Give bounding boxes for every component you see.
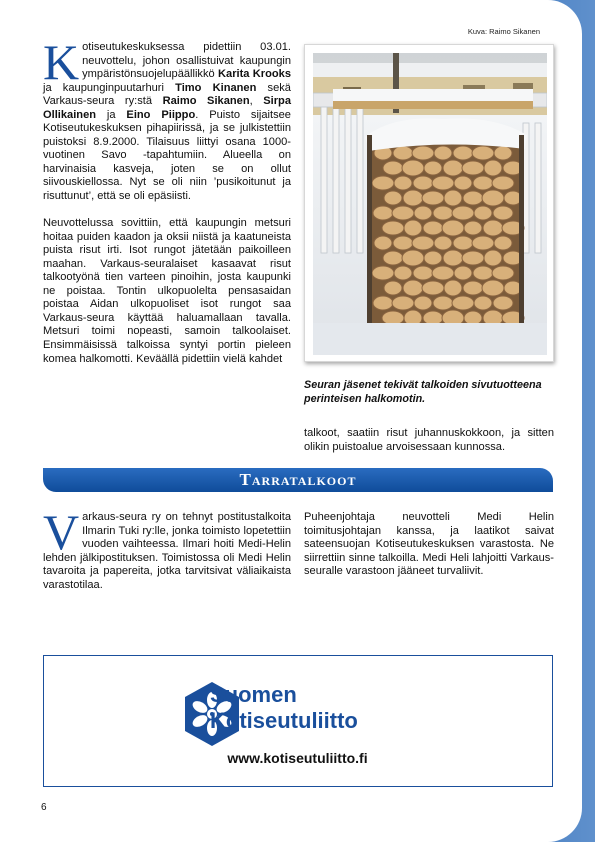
person-name: Sirpa Ollikainen (43, 95, 291, 121)
log-end (464, 221, 482, 235)
log-end (414, 296, 432, 310)
log-end (424, 251, 442, 265)
article1-left-column (43, 34, 291, 366)
log-end (423, 311, 443, 325)
article1-paragraph-1-text (43, 34, 291, 203)
log-end (493, 296, 513, 310)
log-end (492, 266, 514, 280)
logo-line-2: Kotiseutuliitto (210, 708, 358, 733)
log-end (482, 280, 504, 296)
log-end (372, 266, 394, 280)
section-title: Tarratalkoot (239, 470, 357, 489)
article1-continuation-text: talkoot, saatiin risut juhannuskokkoon, ja sitten olikin puistoalue arvoisessaan kunnossa. (304, 427, 554, 453)
text-run: , (249, 95, 264, 108)
log-end (462, 251, 484, 265)
log-end (494, 146, 512, 160)
log-end (382, 221, 404, 235)
log-end (373, 206, 393, 220)
section-header-band (43, 468, 553, 492)
log-end (393, 146, 413, 160)
log-end (484, 160, 502, 176)
log-end (444, 280, 462, 296)
log-end (432, 266, 454, 280)
article2-left-column (43, 504, 291, 592)
log-end (382, 311, 404, 325)
log-end (372, 176, 394, 190)
log-end (474, 206, 492, 220)
log-end (423, 221, 443, 235)
text-run: otiseutukeskuksessa pidettiin 03.01. neuvottelu, johon osallistuivat kaupungin ympäristönsuojelupäällikkö (82, 41, 291, 81)
person-name: Karita Krooks (218, 68, 291, 81)
log-end (473, 266, 493, 280)
log-end (452, 206, 474, 220)
log-end (414, 206, 432, 220)
log-end (444, 190, 462, 206)
log-end (394, 266, 412, 280)
article2-right-column (304, 511, 554, 579)
log-end (463, 281, 483, 295)
article1-continuation (304, 427, 554, 454)
log-end (413, 176, 433, 190)
article1-paragraph-2: Neuvottelussa sovittiin, että kaupungin metsuri hoitaa puiden kaadon ja oksii niistä ja kaatuneista puista risut irti. Isot rungot jätetään paikoilleen maahan. Varkaus-seuralaiset kasaavat risut talkootyönä tien varteen pinoihin, josta kaupunki ne poistaa. Tontin ulkopuolelta pensasaidan poistaa Aidan ulkopuoliset isot rungot saa Varkaus-seura käyttää haluamallaan tavalla. Metsuri toimi nopeasti, samoin talkoolaiset. Ensimmäisissä talkoissa syntyi portin pieleen komea halkomotti. Keväällä pidettiin vielä kahdet (43, 217, 291, 365)
log-end (402, 160, 424, 176)
log-end (483, 220, 503, 236)
log-end (374, 236, 392, 250)
article1-dropcap: K (43, 34, 80, 90)
log-end (452, 296, 474, 310)
page-number: 6 (41, 802, 47, 813)
log-end (433, 296, 453, 310)
person-name: Eino Piippo (126, 108, 196, 121)
log-end (403, 190, 423, 206)
text-run: ja kaupunginpuutarhuri (43, 81, 176, 94)
log-end (462, 161, 484, 175)
website-link[interactable]: www.kotiseutuliitto.fi (227, 750, 368, 766)
log-end (394, 176, 412, 190)
log-end (453, 236, 473, 250)
log-end (434, 146, 452, 160)
log-end (442, 220, 464, 236)
log-end (383, 161, 403, 175)
log-end (472, 146, 494, 160)
log-end (432, 176, 454, 190)
log-end (434, 236, 452, 250)
logo-wordmark (210, 682, 358, 734)
log-end (402, 250, 424, 266)
log-end (392, 206, 414, 220)
log-end (443, 250, 463, 266)
logo-line-1: Suomen (210, 682, 297, 707)
person-name: Timo Kinanen (175, 81, 257, 94)
log-end (403, 280, 423, 296)
log-end (482, 190, 504, 206)
log-end (453, 146, 473, 160)
log-end (393, 236, 413, 250)
person-name: Raimo Sikanen (162, 95, 250, 108)
log-end (443, 160, 463, 176)
log-end (454, 176, 472, 190)
log-end (464, 311, 482, 325)
article2-col1-text: arkaus-seura ry on tehnyt postitustalkoita Ilmarin Tuki ry:lle, jonka toimisto lopetettiin vuoden vaihteessa. Ilmari hoiti Medi-Helin lehden jälkipostituksen. Toimistossa oli Medi Helin tavaroita ja papereita, jotka tarvitsivat väliaikaista varastotilaa. (43, 511, 291, 591)
article2-paragraph (43, 504, 291, 592)
log-end (384, 281, 402, 295)
log-end (472, 236, 494, 250)
log-end (494, 236, 512, 250)
log-end (412, 236, 434, 250)
log-end (454, 266, 472, 280)
article1-paragraph-1 (43, 34, 291, 204)
log-end (413, 266, 433, 280)
text-run: . Puisto sijaitsee Kotiseutukeskuksen pihapiirissä, ja se julkistettiin puistoksi 8.9.2000. Tilaisuus liittyi osana 1000-vuotinen Savo -tapahtumiin. Alueella on harvinaisia kasveja, joten se on ollut siivouskiellossa. Nyt se oli niin ’pusikoitunut ja risuttunut’, että se oli epäsiisti. (43, 108, 291, 203)
log-end (484, 250, 502, 266)
log-end (373, 296, 393, 310)
log-end (392, 296, 414, 310)
article2-dropcap: V (43, 504, 80, 560)
photo-caption: Seuran jäsenet tekivät talkoiden sivutuotteena perinteisen halkomotin. (304, 379, 542, 405)
log-end (433, 206, 453, 220)
log-end (473, 176, 493, 190)
log-end (412, 146, 434, 160)
log-end (463, 191, 483, 205)
log-end (492, 176, 514, 190)
woodpile-photo (313, 53, 547, 355)
text-run: ja (96, 108, 127, 121)
log-end (384, 191, 402, 205)
article2-col2-text: Puheenjohtaja neuvotteli Medi Helin toimitusjohtajan kanssa, ja laatikot saivat sateensuojan Kotiseutukeskuksen varastosta. Ne siirrettiin sinne talkoilla. Medi Heli lahjoitti Varkaus-seuralle varastoon jääneet turvaliivit. (304, 511, 554, 578)
log-end (424, 161, 442, 175)
log-end (404, 220, 422, 236)
log-end (383, 251, 403, 265)
log-end (422, 281, 444, 295)
log-end (493, 206, 513, 220)
text-run: sekä Varkaus-seura ry:stä (43, 81, 291, 108)
log-end (422, 191, 444, 205)
photo-credit: Kuva: Raimo Sikanen (467, 27, 540, 36)
photo-frame (304, 44, 554, 362)
log-end (474, 296, 492, 310)
